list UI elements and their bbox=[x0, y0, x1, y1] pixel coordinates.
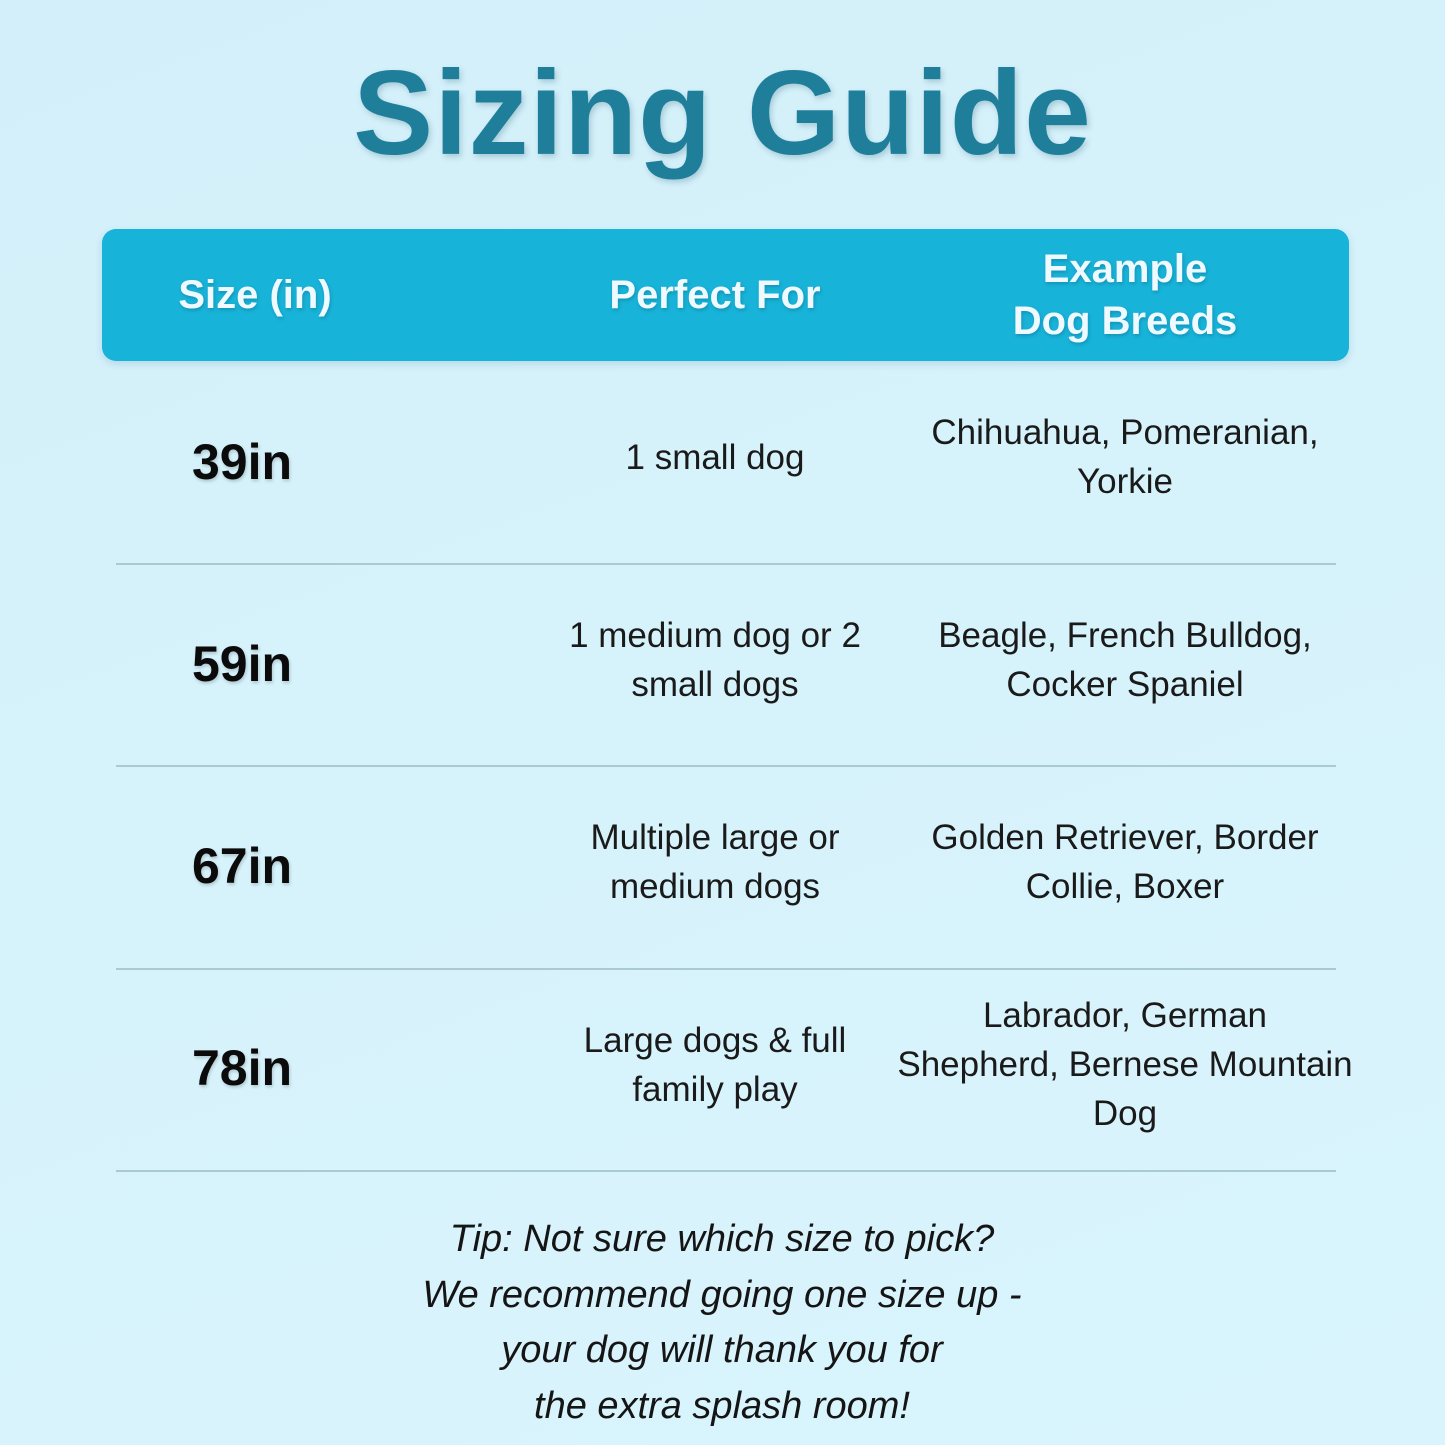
row-breeds-line: Golden Retriever, Border bbox=[931, 818, 1319, 857]
row-perfect-for-line: Multiple large or bbox=[590, 818, 840, 857]
row-breeds-line: Shepherd, Bernese Mountain bbox=[897, 1045, 1353, 1084]
row-perfect-for-line: Large dogs & full bbox=[583, 1021, 847, 1060]
header-size-label: Size (in) bbox=[178, 273, 332, 317]
header-example-breeds bbox=[920, 229, 1330, 361]
row-perfect-for-line: medium dogs bbox=[609, 867, 821, 906]
tip-line: your dog will thank you for bbox=[501, 1329, 943, 1371]
row-breeds bbox=[880, 611, 1370, 709]
row-perfect-for-line: small dogs bbox=[631, 665, 799, 704]
row-perfect-for-line: family play bbox=[632, 1070, 798, 1109]
row-perfect-for-line: 1 small dog bbox=[625, 438, 805, 477]
row-breeds-line: Beagle, French Bulldog, bbox=[938, 616, 1312, 655]
row-size: 78in bbox=[192, 1040, 293, 1096]
tip-line: Tip: Not sure which size to pick? bbox=[449, 1218, 995, 1260]
tip-line: the extra splash room! bbox=[534, 1384, 910, 1427]
row-breeds bbox=[880, 813, 1370, 911]
header-breeds-line-1: Example bbox=[1042, 247, 1208, 291]
row-size: 59in bbox=[192, 636, 293, 692]
page-title: Sizing Guide bbox=[353, 46, 1092, 180]
row-perfect-for bbox=[555, 813, 875, 911]
row-breeds-line: Chihuahua, Pomeranian, bbox=[931, 413, 1319, 452]
header-perfect-for bbox=[555, 229, 875, 361]
row-breeds-line: Yorkie bbox=[1077, 462, 1173, 501]
row-perfect-for-line: 1 medium dog or 2 bbox=[569, 616, 861, 655]
header-breeds-line-2: Dog Breeds bbox=[1012, 299, 1238, 343]
row-divider bbox=[116, 1170, 1336, 1172]
row-breeds-line: Cocker Spaniel bbox=[1006, 665, 1244, 704]
header-perfect-for-label: Perfect For bbox=[609, 273, 821, 317]
row-breeds-line: Labrador, German bbox=[982, 996, 1268, 1035]
row-perfect-for bbox=[555, 433, 875, 482]
row-size: 67in bbox=[192, 838, 293, 894]
row-size: 39in bbox=[192, 434, 293, 490]
row-perfect-for bbox=[555, 1016, 875, 1114]
row-breeds bbox=[880, 408, 1370, 506]
tip-text bbox=[322, 1212, 1122, 1434]
row-divider bbox=[116, 765, 1336, 767]
tip-line: We recommend going one size up - bbox=[422, 1273, 1022, 1316]
row-perfect-for bbox=[555, 611, 875, 709]
row-breeds-line: Dog bbox=[1092, 1094, 1158, 1133]
row-breeds-line: Collie, Boxer bbox=[1025, 867, 1225, 906]
row-divider bbox=[116, 563, 1336, 565]
header-size bbox=[150, 229, 360, 361]
row-divider bbox=[116, 968, 1336, 970]
table-header bbox=[102, 229, 1349, 361]
row-breeds bbox=[880, 991, 1370, 1138]
